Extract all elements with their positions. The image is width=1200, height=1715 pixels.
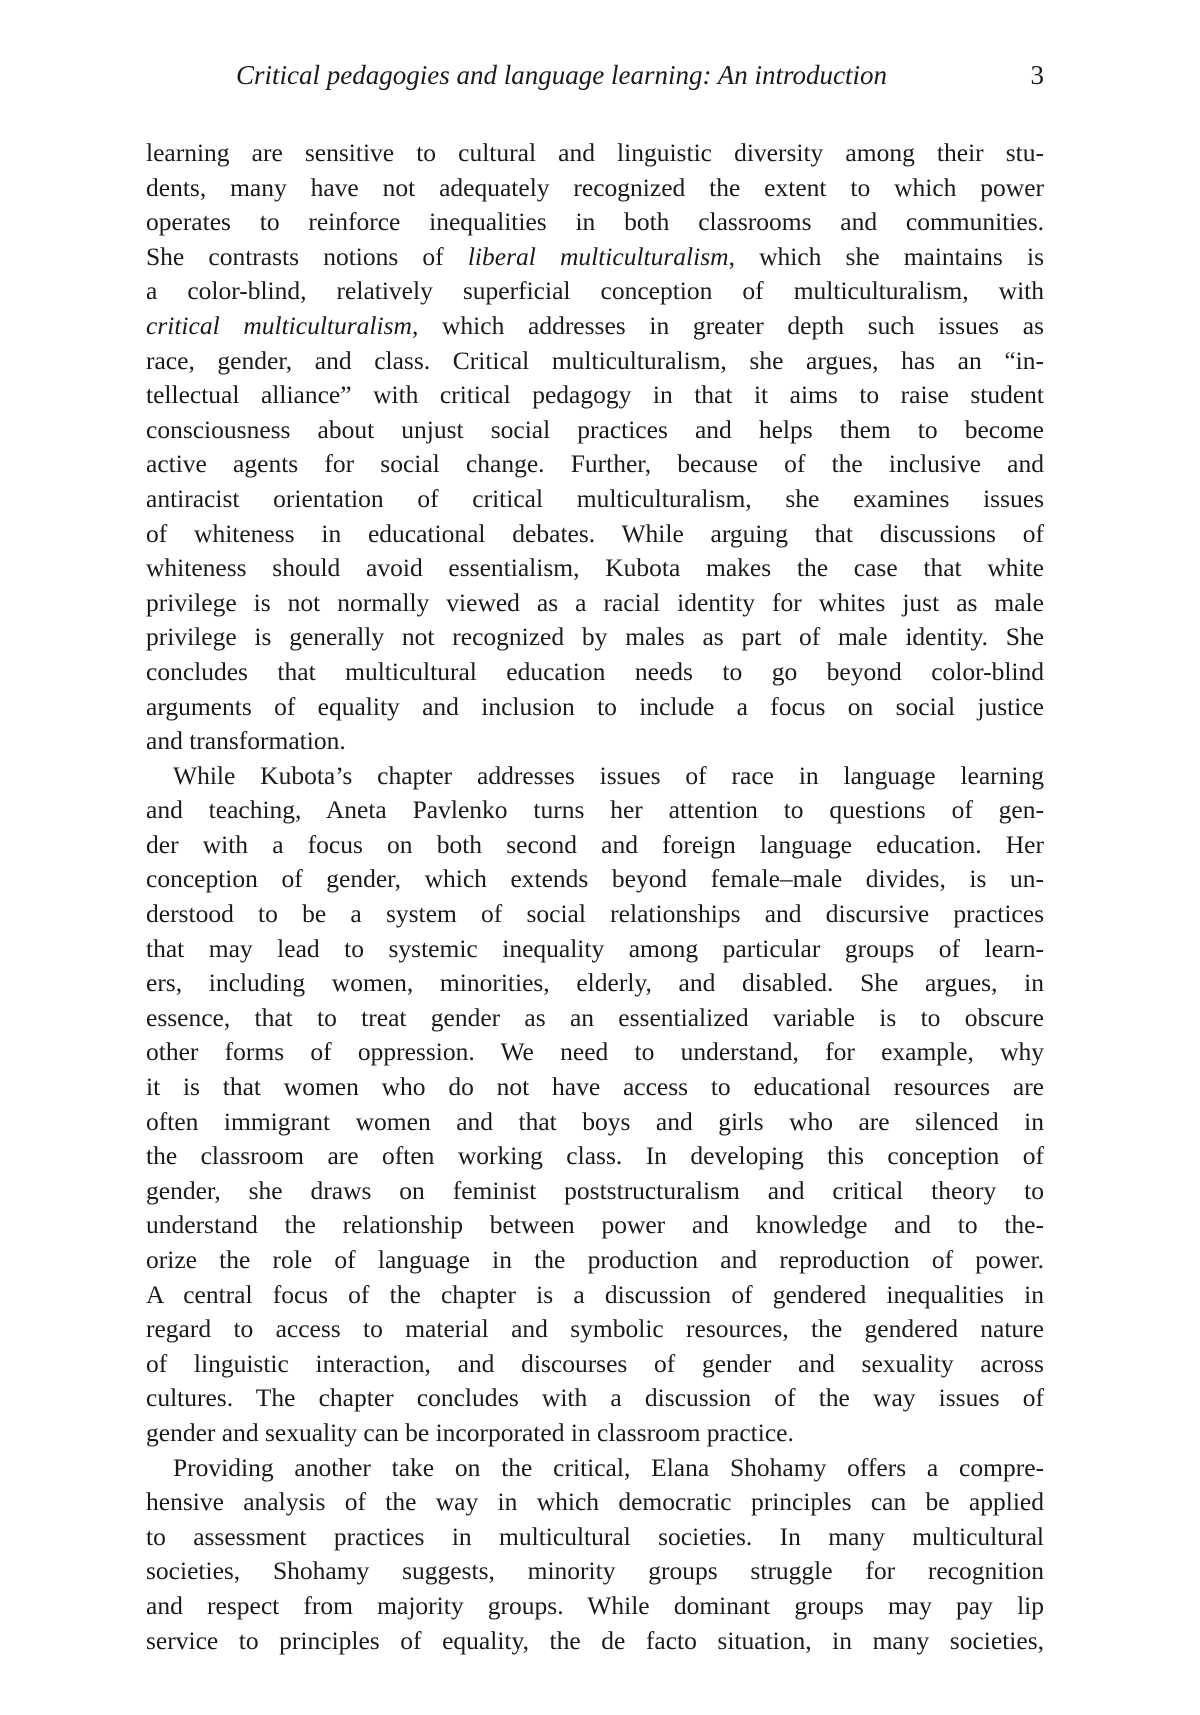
text-span: Providing another take on the critical, Elana Shohamy offers a compre- xyxy=(173,1452,1044,1482)
text-span: derstood to be a system of social relationships and discursive practices xyxy=(146,899,1044,929)
text-span: arguments of equality and inclusion to include a focus on social justice xyxy=(146,691,1044,721)
text-line xyxy=(146,205,1044,240)
text-span: privilege is generally not recognized by males as part of male identity. She xyxy=(146,622,1044,652)
text-span: whiteness should avoid essentialism, Kubota makes the case that white xyxy=(146,553,1044,583)
text-span: the classroom are often working class. In developing this conception of xyxy=(146,1141,1044,1171)
text-line xyxy=(146,1208,1044,1243)
text-span: antiracist orientation of critical multiculturalism, she examines issues xyxy=(146,483,1044,513)
text-line xyxy=(146,1278,1044,1313)
text-span: that may lead to systemic inequality among particular groups of learn- xyxy=(146,933,1044,963)
text-line xyxy=(146,1589,1044,1624)
text-span: While Kubota’s chapter addresses issues of race in language learning xyxy=(173,760,1044,790)
text-span: dents, many have not adequately recognized the extent to which power xyxy=(146,172,1044,202)
text-span: operates to reinforce inequalities in both classrooms and communities. xyxy=(146,207,1044,237)
running-header-title: Critical pedagogies and language learning: An introduction xyxy=(236,60,887,90)
text-span: and teaching, Aneta Pavlenko turns her attention to questions of gen- xyxy=(146,795,1044,825)
text-span: regard to access to material and symbolic resources, the gendered nature xyxy=(146,1314,1044,1344)
text-line xyxy=(146,862,1044,897)
text-line xyxy=(146,1520,1044,1555)
text-span: ers, including women, minorities, elderly, and disabled. She argues, in xyxy=(146,968,1044,998)
text-line xyxy=(146,517,1044,552)
text-line xyxy=(146,1381,1044,1416)
text-line xyxy=(146,1624,1044,1659)
text-span: and respect from majority groups. While dominant groups may pay lip xyxy=(146,1590,1044,1620)
text-span: active agents for social change. Further, because of the inclusive and xyxy=(146,449,1044,479)
text-span: essence, that to treat gender as an essentialized variable is to obscure xyxy=(146,1002,1044,1032)
page-number: 3 xyxy=(1030,60,1044,90)
text-span: race, gender, and class. Critical multiculturalism, she argues, has an “in- xyxy=(146,345,1044,375)
text-line xyxy=(146,309,1044,344)
text-line xyxy=(146,171,1044,206)
text-span: der with a focus on both second and foreign language education. Her xyxy=(146,829,1044,859)
text-span: learning are sensitive to cultural and linguistic diversity among their stu- xyxy=(146,138,1044,167)
paragraph xyxy=(146,1451,1044,1659)
text-span: to assessment practices in multicultural societies. In many multicultural xyxy=(146,1521,1044,1551)
text-line xyxy=(146,655,1044,690)
text-line xyxy=(146,1554,1044,1589)
text-span: a color-blind, relatively superficial conception of multiculturalism, with xyxy=(146,276,1044,306)
text-line xyxy=(146,1001,1044,1036)
text-span: , which addresses in greater depth such issues as xyxy=(411,310,1045,340)
paragraph xyxy=(146,759,1044,1451)
text-line xyxy=(146,1174,1044,1209)
text-line xyxy=(146,1416,1044,1451)
text-span: often immigrant women and that boys and girls who are silenced in xyxy=(146,1106,1044,1136)
text-span: societies, Shohamy suggests, minority groups struggle for recognition xyxy=(146,1556,1044,1586)
text-span: concludes that multicultural education needs to go beyond color-blind xyxy=(146,656,1044,686)
text-span: tellectual alliance” with critical pedagogy in that it aims to raise student xyxy=(146,380,1044,410)
text-span: gender, she draws on feminist poststructuralism and critical theory to xyxy=(146,1175,1044,1205)
text-line xyxy=(146,1105,1044,1140)
text-line xyxy=(146,690,1044,725)
text-span: privilege is not normally viewed as a racial identity for whites just as male xyxy=(146,587,1044,617)
text-line xyxy=(146,966,1044,1001)
text-span: hensive analysis of the way in which democratic principles can be applied xyxy=(146,1487,1044,1517)
text-line xyxy=(146,828,1044,863)
text-line xyxy=(146,759,1044,794)
text-line xyxy=(146,586,1044,621)
text-span: of whiteness in educational debates. While arguing that discussions of xyxy=(146,518,1044,548)
text-line xyxy=(146,932,1044,967)
text-line xyxy=(146,897,1044,932)
text-span: , which she maintains is xyxy=(728,241,1044,271)
text-span: consciousness about unjust social practices and helps them to become xyxy=(146,414,1044,444)
text-line xyxy=(146,447,1044,482)
italic-term: critical multiculturalism xyxy=(146,310,412,340)
text-span: She contrasts notions of xyxy=(146,241,468,271)
text-span: other forms of oppression. We need to understand, for example, why xyxy=(146,1037,1044,1067)
text-line xyxy=(146,620,1044,655)
text-span: cultures. The chapter concludes with a discussion of the way issues of xyxy=(146,1383,1044,1413)
text-line xyxy=(146,482,1044,517)
text-line xyxy=(146,1139,1044,1174)
text-line xyxy=(146,136,1044,171)
text-span: it is that women who do not have access to educational resources are xyxy=(146,1072,1044,1102)
text-line xyxy=(146,1451,1044,1486)
text-line xyxy=(146,1243,1044,1278)
text-span: of linguistic interaction, and discourses of gender and sexuality across xyxy=(146,1348,1044,1378)
text-line xyxy=(146,1035,1044,1070)
text-line xyxy=(146,1312,1044,1347)
italic-term: liberal multiculturalism xyxy=(467,241,729,271)
text-span: A central focus of the chapter is a discussion of gendered inequalities in xyxy=(146,1279,1044,1309)
body-text xyxy=(146,136,1044,1658)
text-line xyxy=(146,378,1044,413)
text-line xyxy=(146,793,1044,828)
text-line xyxy=(146,413,1044,448)
text-line xyxy=(146,724,1044,759)
text-span: conception of gender, which extends beyond female–male divides, is un- xyxy=(146,864,1044,894)
text-span: service to principles of equality, the de facto situation, in many societies, xyxy=(146,1625,1044,1655)
text-line xyxy=(146,1485,1044,1520)
text-line xyxy=(146,1347,1044,1382)
text-line xyxy=(146,344,1044,379)
text-span: understand the relationship between power and knowledge and to the- xyxy=(146,1210,1044,1240)
text-span: and transformation. xyxy=(146,726,346,756)
running-header xyxy=(236,60,1044,96)
text-line xyxy=(146,274,1044,309)
text-line xyxy=(146,1070,1044,1105)
text-span: orize the role of language in the production and reproduction of power. xyxy=(146,1245,1044,1274)
text-line xyxy=(146,551,1044,586)
text-span: gender and sexuality can be incorporated in classroom practice. xyxy=(146,1417,794,1447)
paragraph xyxy=(146,136,1044,759)
text-line xyxy=(146,240,1044,275)
